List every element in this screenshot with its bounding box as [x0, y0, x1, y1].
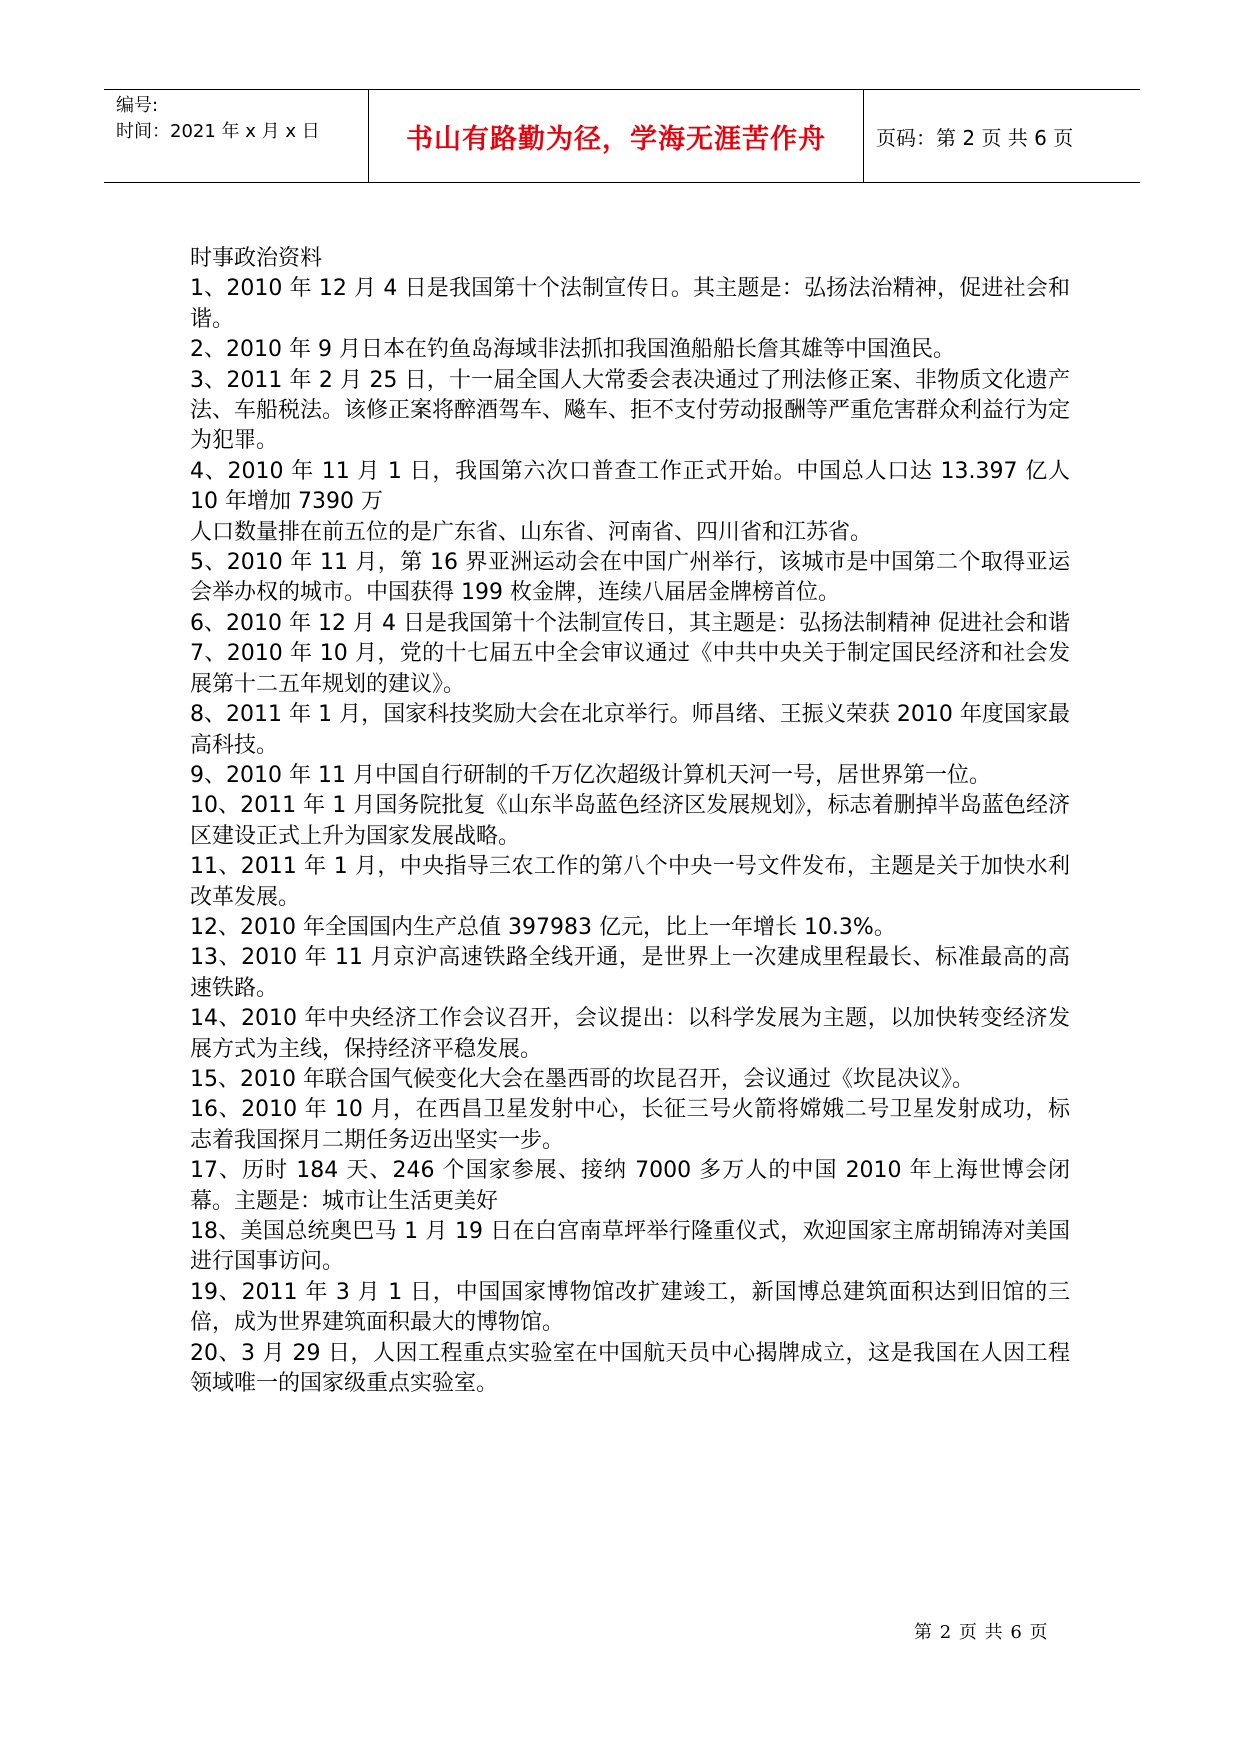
- paragraph: 16、2010 年 10 月，在西昌卫星发射中心，长征三号火箭将嫦娥二号卫星发射成功，标志着我国探月二期任务迈出坚实一步。: [190, 1097, 1070, 1153]
- paragraph: 11、2011 年 1 月，中央指导三农工作的第八个中央一号文件发布，主题是关于加快水利改革发展。: [190, 854, 1070, 910]
- paragraph: 14、2010 年中央经济工作会议召开，会议提出：以科学发展为主题，以加快转变经济发展方式为主线，保持经济平稳发展。: [190, 1006, 1070, 1062]
- paragraph: 人口数量排在前五位的是广东省、山东省、河南省、四川省和江苏省。: [190, 519, 873, 545]
- paragraph: 2、2010 年 9 月日本在钓鱼岛海域非法抓扣我国渔船船长詹其雄等中国渔民。: [190, 337, 955, 363]
- paragraph: 8、2011 年 1 月，国家科技奖励大会在北京举行。师昌绪、王振义荣获 2010 年度国家最高科技。: [190, 702, 1070, 758]
- header-page-code: 页码：第 2 页 共 6 页: [876, 125, 1074, 150]
- paragraph: 18、美国总统奥巴马 1 月 19 日在白宫南草坪举行隆重仪式，欢迎国家主席胡锦涛对美国进行国事访问。: [190, 1219, 1070, 1275]
- document-title: 时事政治资料: [190, 246, 323, 271]
- paragraph: 5、2010 年 11 月，第 16 界亚洲运动会在中国广州举行，该城市是中国第二个取得亚运会举办权的城市。中国获得 199 枚金牌，连续八届居金牌榜首位。: [190, 550, 1070, 606]
- paragraph: 12、2010 年全国国内生产总值 397983 亿元，比上一年增长 10.3%。: [190, 914, 896, 940]
- document-number-label: 编号:: [116, 95, 159, 116]
- paragraph: 9、2010 年 11 月中国自行研制的千万亿次超级计算机天河一号，居世界第一位。: [190, 762, 991, 788]
- paragraph: 19、2011 年 3 月 1 日，中国国家博物馆改扩建竣工，新国博总建筑面积达到旧馆的三倍，成为世界建筑面积最大的博物馆。: [190, 1279, 1070, 1336]
- paragraph: 4、2010 年 11 月 1 日，我国第六次口普查工作正式开始。中国总人口达 13.397 亿人 10 年增加 7390 万: [190, 458, 1070, 515]
- paragraph: 13、2010 年 11 月京沪高速铁路全线开通，是世界上一次建成里程最长、标准最高的高速铁路。: [190, 945, 1070, 1001]
- page-footer: 第 2 页 共 6 页: [914, 1622, 1049, 1643]
- paragraph: 10、2011 年 1 月国务院批复《山东半岛蓝色经济区发展规划》，标志着删掉半岛蓝色经济区建设正式上升为国家发展战略。: [190, 793, 1070, 849]
- header-motto-cell: [369, 90, 864, 182]
- header-table: [104, 89, 1140, 183]
- document-body: [190, 244, 1070, 1399]
- paragraph: 6、2010 年 12 月 4 日是我国第十个法制宣传日，其主题是：弘扬法制精神 促进社会和谐: [190, 610, 1070, 636]
- paragraph: 17、历时 184 天、246 个国家参展、接纳 7000 多万人的中国 2010 年上海世博会闭幕。主题是：城市让生活更美好: [190, 1158, 1070, 1214]
- paragraph: 3、2011 年 2 月 25 日，十一届全国人大常委会表决通过了刑法修正案、非物质文化遗产法、车船税法。该修正案将醉酒驾车、飚车、拒不支付劳动报酬等严重危害群众利益行为定为犯罪。: [190, 367, 1071, 454]
- header-info-cell: [104, 90, 369, 182]
- header-motto: 书山有路勤为径，学海无涯苦作舟: [406, 123, 826, 155]
- paragraph: 1、2010 年 12 月 4 日是我国第十个法制宣传日。其主题是：弘扬法治精神，促进社会和谐。: [190, 276, 1070, 332]
- document-time-label: 时间：2021 年 x 月 x 日: [116, 121, 320, 142]
- paragraph: 15、2010 年联合国气候变化大会在墨西哥的坎昆召开，会议通过《坎昆决议》。: [190, 1066, 974, 1092]
- paragraph: 7、2010 年 10 月，党的十七届五中全会审议通过《中共中央关于制定国民经济和社会发展第十二五年规划的建议》。: [190, 641, 1070, 697]
- header-page-cell: [864, 90, 1140, 182]
- paragraph: 20、3 月 29 日，人因工程重点实验室在中国航天员中心揭牌成立，这是我国在人因工程领域唯一的国家级重点实验室。: [190, 1340, 1070, 1397]
